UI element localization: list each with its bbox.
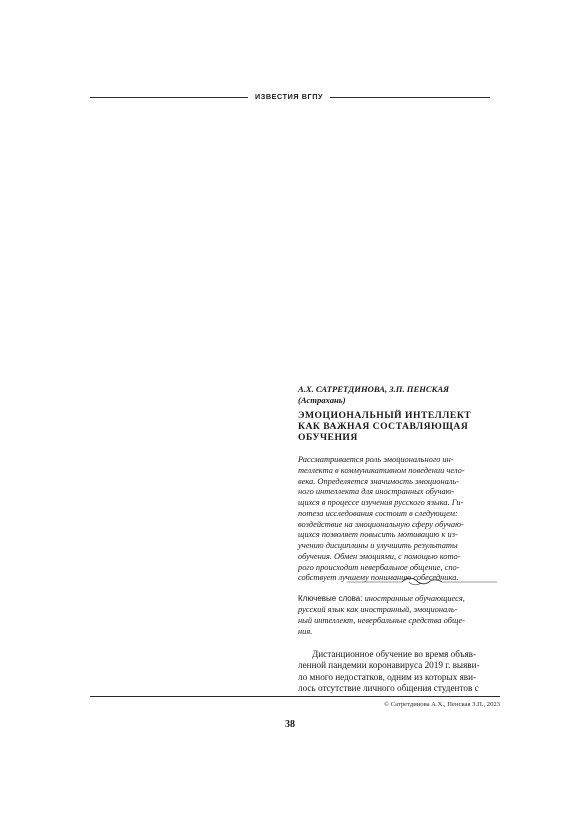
abstract-line: Рассматривается роль эмоционального ин- — [298, 455, 454, 464]
abstract-line: щихся в процессе изучения русского языка. Ги- — [298, 498, 464, 507]
keywords — [298, 594, 500, 638]
authors-city: (Астрахань) — [298, 395, 346, 405]
body-line: лось отсутствие личного общения студентов с — [298, 682, 479, 693]
footer-rule — [90, 696, 500, 697]
keywords-line: ный интеллект, невербальные средства обще- — [298, 615, 466, 625]
abstract-line: потеза исследования состоит в следующем: — [298, 508, 458, 518]
page-number: 38 — [285, 719, 295, 730]
header-rule-left — [90, 97, 248, 98]
header-rule-right — [330, 97, 490, 98]
body-line: Дистанционное обучение во время объяв- — [312, 649, 477, 659]
copyright-note: © Сатретдинова А.Х., Пенская З.П., 2023 — [384, 701, 500, 708]
body-line: ленной пандемии коронавируса 2019 г. выяви- — [298, 660, 480, 671]
body-line: ло много недостатков, одним из которых яви- — [298, 671, 477, 682]
keywords-text: иностранные обучающиеся, — [362, 594, 465, 603]
keywords-label: Ключевые слова: — [298, 594, 363, 603]
ornament-divider — [347, 576, 497, 588]
journal-title: ИЗВЕСТИЯ ВГПУ — [254, 92, 324, 101]
authors-names: А.Х. САТРЕТДИНОВА, З.П. ПЕНСКАЯ — [298, 384, 450, 394]
abstract-line: рого происходит невербальное общение, спо- — [298, 562, 460, 572]
authors-block — [298, 384, 500, 406]
article-title-line: КАК ВАЖНАЯ СОСТАВЛЯЮЩАЯ — [298, 421, 469, 432]
abstract-line: щихся позволяет повысить мотивацию к из- — [298, 530, 458, 540]
abstract-line: ного интеллекта для иностранных обучаю- — [298, 487, 455, 497]
keywords-line: русский язык как иностранный, эмоциональ- — [298, 604, 458, 614]
keywords-line — [298, 594, 500, 605]
abstract-line: учению дисциплины и улучшить результаты — [298, 541, 458, 550]
abstract-line: собствует лучшему пониманию собеседника. — [298, 573, 459, 583]
abstract-line: воздействие на эмоциональную сферу обучаю- — [298, 519, 464, 529]
article-title-line: ЭМОЦИОНАЛЬНЫЙ ИНТЕЛЛЕКТ — [298, 410, 472, 421]
body-text — [298, 649, 500, 694]
article-title — [298, 410, 500, 443]
abstract-line: века. Определяется значимость эмоциональ- — [298, 476, 460, 486]
abstract-line: обучения. Обмен эмоциями, с помощью кото- — [298, 551, 461, 561]
keywords-line: ния. — [298, 626, 313, 636]
abstract-line: теллекта в коммуникативном поведении чело- — [298, 465, 465, 475]
article-title-line: ОБУЧЕНИЯ — [298, 432, 358, 443]
abstract — [298, 455, 500, 584]
